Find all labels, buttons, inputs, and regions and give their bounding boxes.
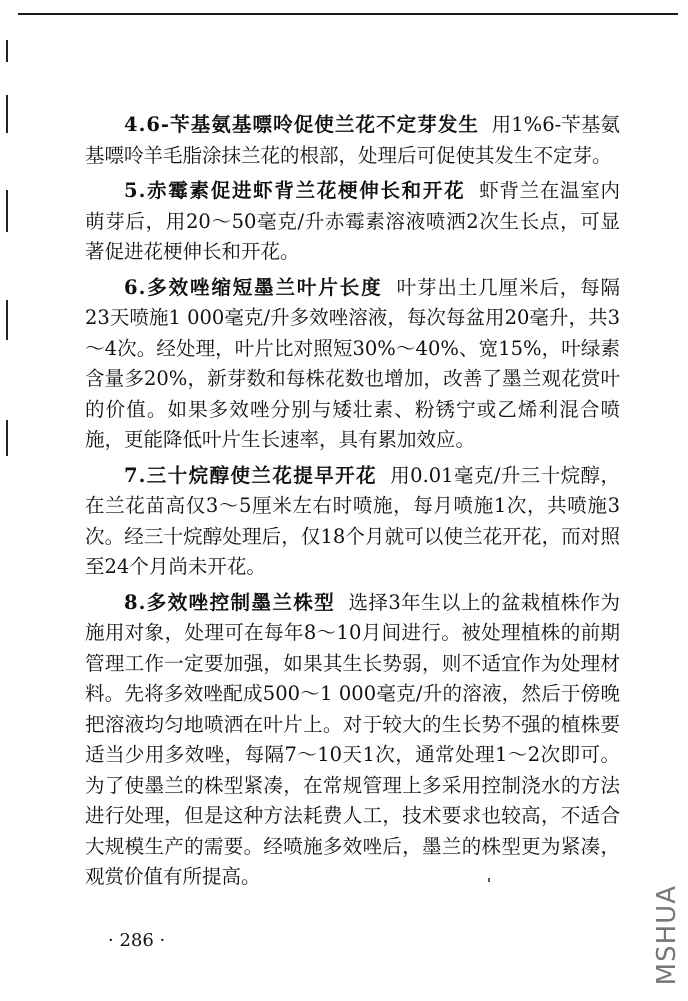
scan-speck: [488, 878, 490, 882]
scan-edge-mark: [6, 40, 8, 62]
page-number: · 286 ·: [108, 930, 166, 951]
paragraph-text: 叶芽出土几厘米后，每隔23天喷施1 000毫克/升多效唑溶液，每次每盆用20毫升，共3～4次。经处理，叶片比对照短30%～40%、宽15%，叶绿素含量多20%，新芽数和每株花数也增加，改善了墨兰观花赏叶的价值。如果多效唑分别与矮壮素、粉锈宁或乙烯利混合喷施，更能降低叶片生长速率，具有累加效应。: [85, 275, 620, 451]
paragraph-text: 用0.01毫克/升三十烷醇，在兰花苗高仅3～5厘米左右时喷施，每月喷施1次，共喷施3次。经三十烷醇处理后，仅18个月就可以使兰花开花，而对照至24个月尚未开花。: [85, 463, 620, 578]
paragraph-7: [85, 461, 620, 583]
paragraph-8: [85, 588, 620, 893]
paragraph-heading: 7.三十烷醇使兰花提早开花: [124, 463, 377, 487]
scan-edge-mark: [6, 420, 8, 456]
paragraph-text: 虾背兰在温室内萌芽后，用20～50毫克/升赤霉素溶液喷洒2次生长点，可显著促进花梗伸长和开花。: [85, 179, 620, 263]
watermark: MSHUA: [652, 885, 682, 986]
paragraph-heading: 6.多效唑缩短墨兰叶片长度: [124, 275, 383, 299]
scan-edge-mark: [6, 190, 8, 232]
paragraph-text: 选择3年生以上的盆栽植株作为施用对象，处理可在每年8～10月间进行。被处理植株的前期管理工作一定要加强，如果其生长势弱，则不适宜作为处理材料。先将多效唑配成500～1 000毫克/升的溶液，然后于傍晚把溶液均匀地喷洒在叶片上。对于较大的生长势不强的植株要适当少用多效唑，每隔7～10天1次，通常处理1～2次即可。为了使墨兰的株型紧凑，在常规管理上多采用控制浇水的方法进行处理，但是这种方法耗费人工，技术要求也较高，不适合大规模生产的需要。经喷施多效唑后，墨兰的株型更为紧凑，观赏价值有所提高。: [85, 590, 620, 888]
paragraph-6: [85, 273, 620, 456]
paragraph-heading: 5.赤霉素促进虾背兰花梗伸长和开花: [124, 179, 466, 202]
scan-top-border: [18, 13, 678, 15]
paragraph-4: [85, 110, 620, 171]
document-body: [85, 110, 620, 898]
scan-edge-mark: [6, 300, 8, 340]
paragraph-heading: 8.多效唑控制墨兰株型: [124, 590, 336, 614]
paragraph-5: [85, 176, 620, 268]
paragraph-heading: 4.6-苄基氨基嘌呤促使兰花不定芽发生: [124, 113, 480, 136]
paragraph-text: 用1%6-苄基氨基嘌呤羊毛脂涂抹兰花的根部，处理后可促使其发生不定芽。: [85, 113, 620, 167]
scan-edge-mark: [6, 95, 8, 133]
